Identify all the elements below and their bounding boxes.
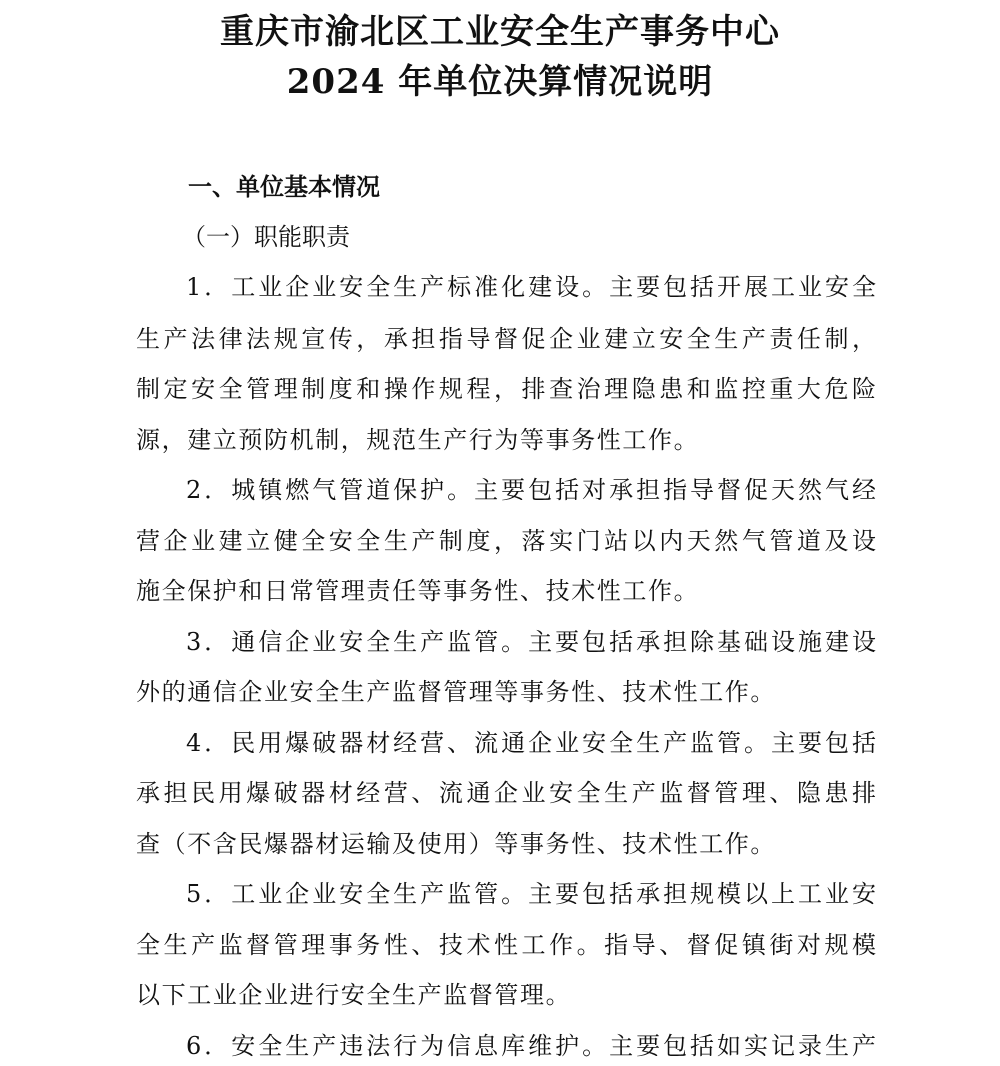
paragraph-2-line-1: 2．城镇燃气管道保护。主要包括对承担指导督促天然气经 <box>186 476 876 504</box>
paragraph-2-line-3: 施全保护和日常管理责任等事务性、技术性工作。 <box>136 577 700 605</box>
subsection-heading-functions: （一）职能职责 <box>182 223 350 251</box>
paragraph-1-line-3: 制定安全管理制度和操作规程，排查治理隐患和监控重大危险 <box>136 375 876 403</box>
paragraph-3-line-2: 外的通信企业安全生产监督管理等事务性、技术性工作。 <box>136 678 776 706</box>
document-title-line-1: 重庆市渝北区工业安全生产事务中心 <box>220 12 780 52</box>
paragraph-4-line-1: 4．民用爆破器材经营、流通企业安全生产监管。主要包括 <box>186 729 876 757</box>
paragraph-1-line-1: 1．工业企业安全生产标准化建设。主要包括开展工业安全 <box>186 273 876 301</box>
paragraph-5-line-2: 全生产监督管理事务性、技术性工作。指导、督促镇街对规模 <box>136 931 876 959</box>
paragraph-4-line-2: 承担民用爆破器材经营、流通企业安全生产监督管理、隐患排 <box>136 779 876 807</box>
document-title-line-2: 2024 年单位决算情况说明 <box>286 62 714 102</box>
paragraph-3-line-1: 3．通信企业安全生产监管。主要包括承担除基础设施建设 <box>186 628 876 656</box>
paragraph-5-line-1: 5．工业企业安全生产监管。主要包括承担规模以上工业安 <box>186 880 876 908</box>
paragraph-6-line-1: 6．安全生产违法行为信息库维护。主要包括如实记录生产 <box>186 1032 876 1060</box>
paragraph-2-line-2: 营企业建立健全安全生产制度，落实门站以内天然气管道及设 <box>136 527 876 555</box>
paragraph-4-line-3: 查（不含民爆器材运输及使用）等事务性、技术性工作。 <box>136 830 776 858</box>
section-heading-basic-info: 一、单位基本情况 <box>188 173 380 201</box>
paragraph-5-line-3: 以下工业企业进行安全生产监督管理。 <box>136 981 572 1009</box>
paragraph-1-line-4: 源，建立预防机制，规范生产行为等事务性工作。 <box>136 426 700 454</box>
paragraph-1-line-2: 生产法律法规宣传，承担指导督促企业建立安全生产责任制， <box>136 325 876 353</box>
